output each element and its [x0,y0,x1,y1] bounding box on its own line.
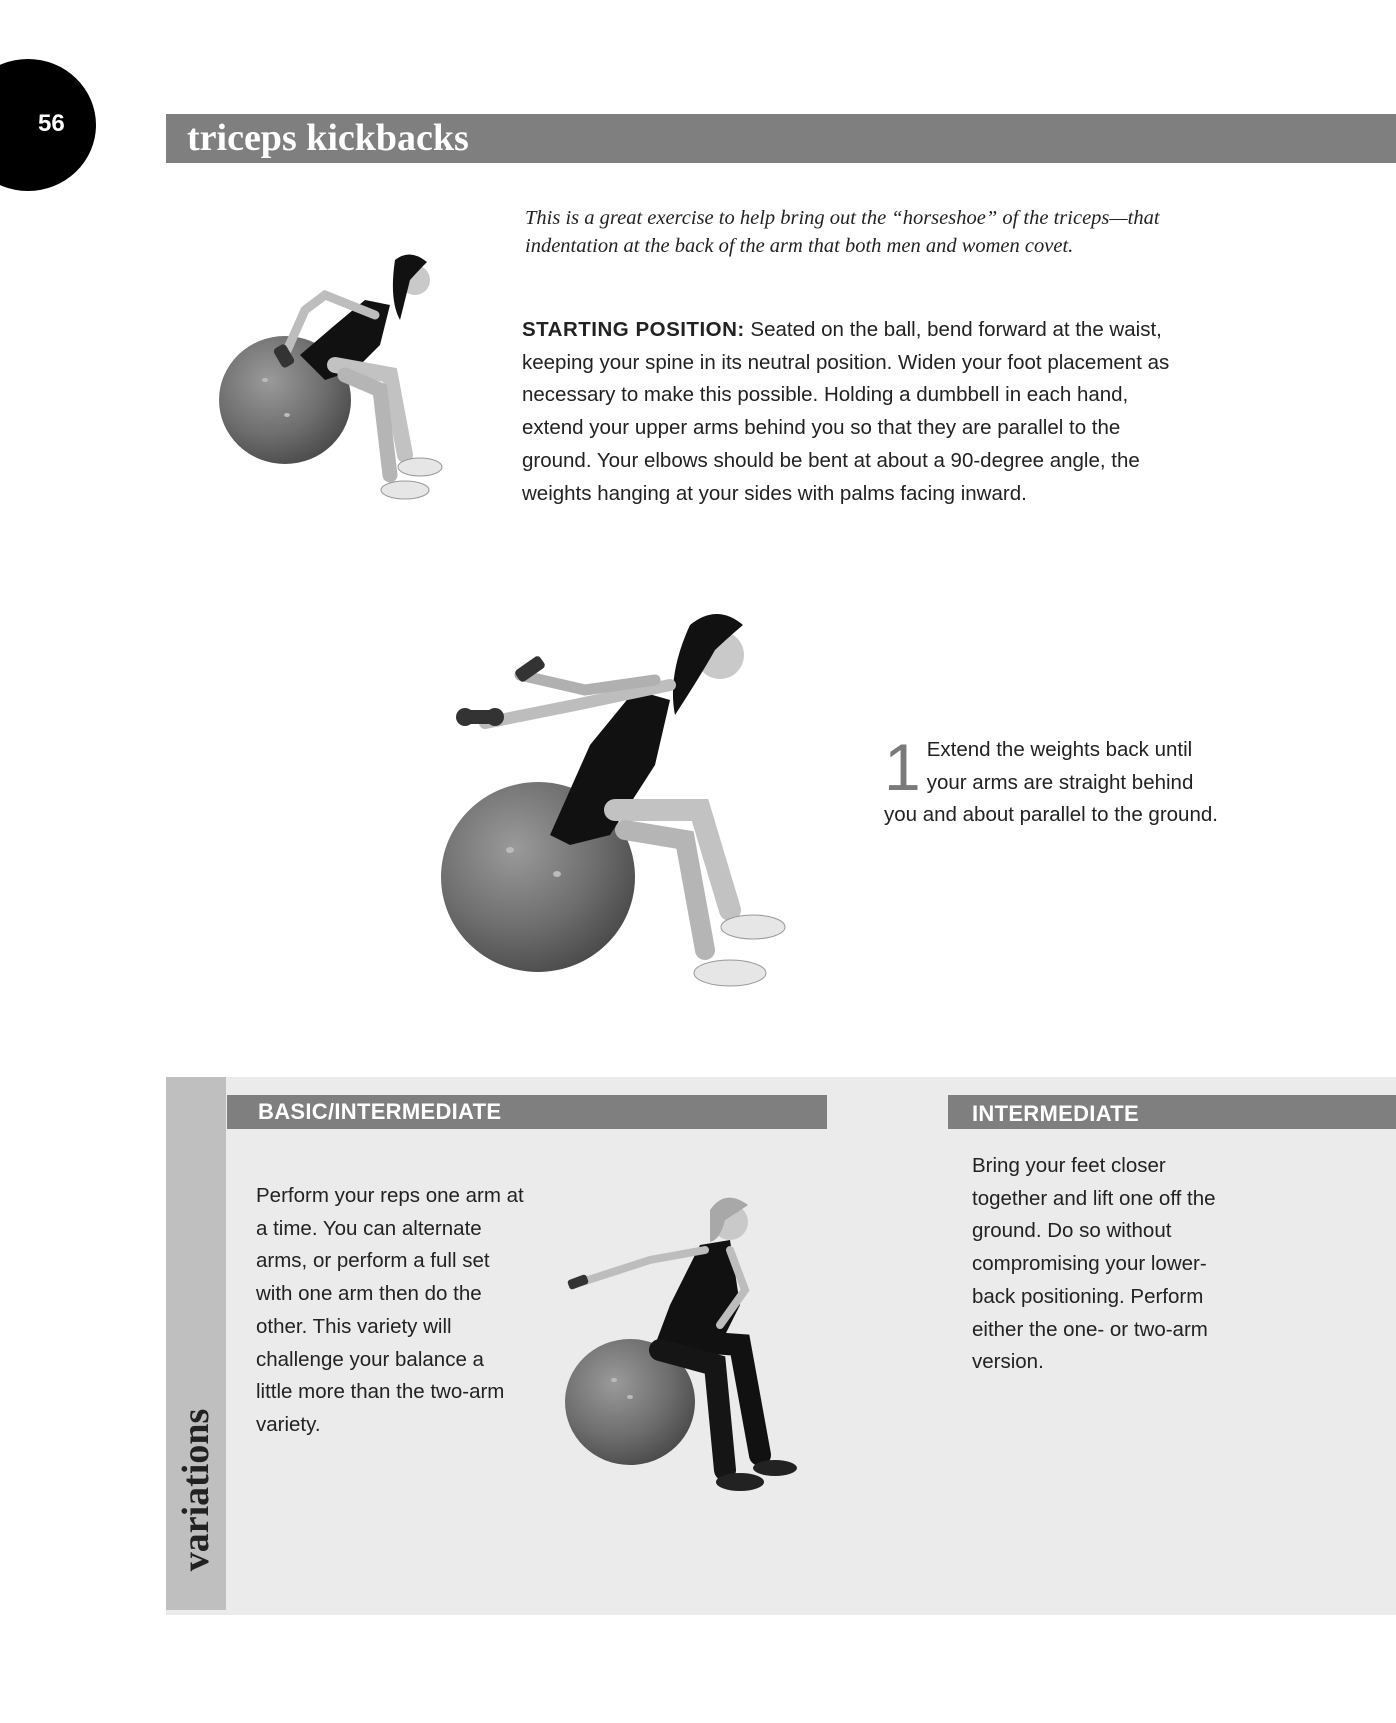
step-text: Extend the weights back until your arms are straight behind you and about parallel to the ground. [884,738,1218,827]
variations-label: variations [175,1408,217,1572]
starting-position-body: Seated on the ball, bend forward at the waist, keeping your spine in its neutral position. Widen your foot placement as necessary to make this possible. Holding a dumbbell in each hand, extend your upper arms behind you so that they are parallel to the ground. Your elbows should be bent at about a 90-degree angle, the weights hanging at your sides with palms facing inward. [522,318,1170,505]
intro-text: This is a great exercise to help bring out the “horseshoe” of the triceps—that indentation at the back of the arm that both men and women covet. [525,207,1160,257]
starting-position-label: STARTING POSITION: [522,318,745,341]
extended-position-photo [405,595,855,1015]
page-number: 56 [38,110,65,137]
basic-text: Perform your reps one arm at a time. You can alternate arms, or perform a full set with one arm then do the other. This variety will challenge your balance a little more than the two-arm variety. [256,1184,524,1436]
step-number: 1 [884,730,921,804]
intermediate-text: Bring your feet closer together and lift one off the ground. Do so without compromising your lower-back positioning. Perform either the one- or two-arm version. [972,1154,1216,1374]
starting-position-photo [205,240,505,510]
basic-title: BASIC/INTERMEDIATE [258,1099,502,1124]
starting-position-text [522,314,1182,510]
page-title: triceps kickbacks [187,117,469,159]
intermediate-title: INTERMEDIATE [972,1101,1139,1126]
step-1 [884,730,1224,832]
one-arm-variation-photo [560,1180,810,1500]
